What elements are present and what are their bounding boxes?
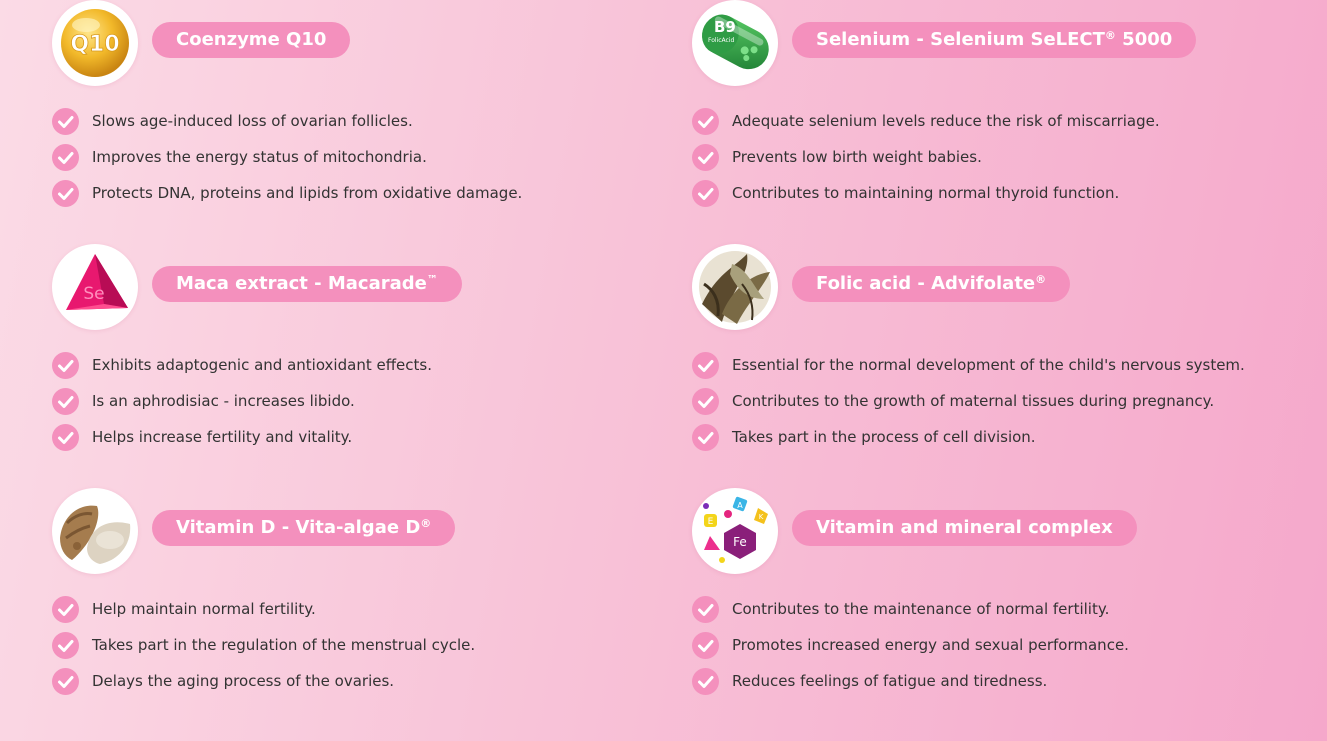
list-item (52, 175, 522, 211)
card-header (692, 491, 1312, 577)
seaweed-icon (692, 244, 778, 330)
benefit-list (52, 347, 432, 455)
check-icon (692, 388, 719, 415)
benefit-text: Help maintain normal fertility. (92, 600, 316, 618)
check-icon (52, 144, 79, 171)
card-title-pill (792, 22, 1196, 58)
check-icon (692, 180, 719, 207)
benefit-text: Helps increase fertility and vitality. (92, 428, 353, 446)
card-title-pill (152, 22, 350, 58)
card-title-pill (152, 510, 455, 546)
b9-capsule-icon (692, 0, 778, 86)
benefit-text: Contributes to the growth of maternal tissues during pregnancy. (732, 392, 1215, 410)
card-title-suffix: 5000 (1115, 29, 1173, 50)
check-icon (692, 352, 719, 379)
benefit-list (692, 591, 1129, 699)
benefit-text: Takes part in the process of cell division. (732, 428, 1036, 446)
benefit-text: Takes part in the regulation of the menstrual cycle. (92, 636, 476, 654)
card-title-pill (792, 510, 1137, 546)
list-item (52, 591, 475, 627)
trademark-mark: ™ (426, 273, 438, 286)
list-item (52, 347, 432, 383)
benefit-text: Adequate selenium levels reduce the risk of miscarriage. (732, 112, 1160, 130)
registered-mark: ® (1035, 273, 1047, 286)
list-item (692, 175, 1160, 211)
list-item (692, 139, 1160, 175)
card-title: Folic acid - Advifolate (816, 273, 1036, 294)
check-icon (52, 108, 79, 135)
list-item (692, 663, 1129, 699)
benefit-text: Reduces feelings of fatigue and tiredness. (732, 672, 1048, 690)
list-item (52, 139, 522, 175)
benefit-text: Is an aphrodisiac - increases libido. (92, 392, 355, 410)
benefit-text: Slows age-induced loss of ovarian follicles. (92, 112, 413, 130)
list-item (52, 627, 475, 663)
benefit-text: Promotes increased energy and sexual performance. (732, 636, 1129, 654)
check-icon (52, 424, 79, 451)
card-title: Vitamin and mineral complex (816, 517, 1113, 538)
card-header (692, 247, 1312, 333)
svg-text:Q10: Q10 (70, 32, 120, 57)
benefit-text: Essential for the normal development of the child's nervous system. (732, 356, 1245, 374)
benefit-text: Contributes to maintaining normal thyroid function. (732, 184, 1120, 202)
svg-text:Fe: Fe (733, 535, 747, 549)
list-item (692, 627, 1129, 663)
svg-text:Se: Se (83, 284, 105, 304)
card-header (692, 3, 1312, 89)
check-icon (52, 632, 79, 659)
list-item (692, 591, 1129, 627)
check-icon (692, 668, 719, 695)
card-title: Maca extract - Macarade (176, 273, 427, 294)
benefit-list (692, 347, 1245, 455)
list-item (692, 103, 1160, 139)
list-item (692, 347, 1245, 383)
check-icon (692, 108, 719, 135)
list-item (52, 103, 522, 139)
card-header (52, 3, 672, 89)
registered-mark: ® (1104, 29, 1116, 42)
list-item (52, 419, 432, 455)
list-item (52, 663, 475, 699)
card-header (52, 491, 672, 577)
benefit-list (692, 103, 1160, 211)
list-item (692, 419, 1245, 455)
check-icon (52, 180, 79, 207)
svg-text:B9: B9 (714, 18, 736, 36)
q10-capsule-icon (52, 0, 138, 86)
selenium-pyramid-icon (52, 244, 138, 330)
card-title: Vitamin D - Vita-algae D (176, 517, 421, 538)
benefit-text: Contributes to the maintenance of normal fertility. (732, 600, 1110, 618)
check-icon (52, 388, 79, 415)
svg-text:A: A (737, 501, 743, 510)
card-header (52, 247, 672, 333)
list-item (52, 383, 432, 419)
registered-mark: ® (420, 517, 432, 530)
svg-text:E: E (707, 517, 714, 527)
check-icon (52, 352, 79, 379)
check-icon (692, 144, 719, 171)
check-icon (52, 668, 79, 695)
svg-text:FolicAcid: FolicAcid (708, 37, 735, 44)
check-icon (52, 596, 79, 623)
benefit-list (52, 591, 475, 699)
benefit-text: Exhibits adaptogenic and antioxidant effects. (92, 356, 432, 374)
card-title-pill (792, 266, 1070, 302)
card-title: Coenzyme Q10 (176, 29, 327, 50)
benefit-text: Protects DNA, proteins and lipids from oxidative damage. (92, 184, 523, 202)
check-icon (692, 424, 719, 451)
svg-text:K: K (758, 513, 764, 521)
benefit-text: Prevents low birth weight babies. (732, 148, 982, 166)
benefit-text: Delays the aging process of the ovaries. (92, 672, 395, 690)
card-title: Selenium - Selenium SeLECT (816, 29, 1105, 50)
check-icon (692, 632, 719, 659)
minerals-icon (692, 488, 778, 574)
algae-powder-icon (52, 488, 138, 574)
benefit-list (52, 103, 522, 211)
card-title-pill (152, 266, 462, 302)
check-icon (692, 596, 719, 623)
list-item (692, 383, 1245, 419)
benefit-text: Improves the energy status of mitochondria. (92, 148, 427, 166)
